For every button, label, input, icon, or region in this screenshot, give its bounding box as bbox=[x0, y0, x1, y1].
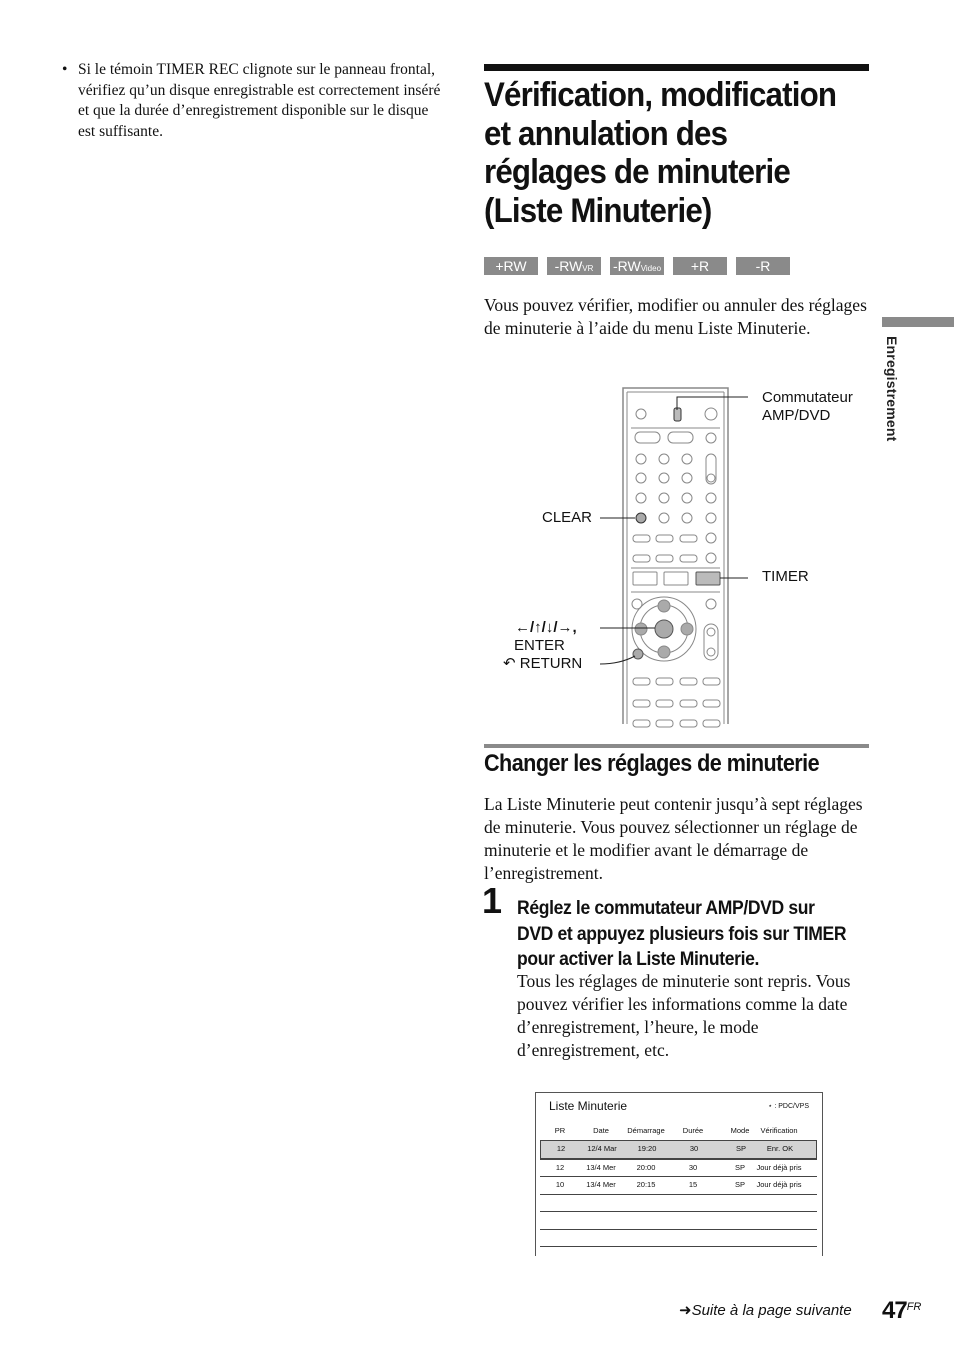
page-number bbox=[882, 1297, 921, 1325]
side-tab-bar bbox=[882, 317, 954, 327]
cell-check: Jour déjà pris bbox=[756, 1162, 802, 1172]
remote-label-arrows: ←/↑/↓/→, bbox=[515, 619, 577, 636]
timer-list-header bbox=[540, 1124, 818, 1138]
remote-label-timer: TIMER bbox=[762, 568, 809, 585]
timer-row[interactable] bbox=[540, 1140, 817, 1159]
page-number-value: 47 bbox=[882, 1297, 907, 1324]
cell-start: 20:15 bbox=[636, 1180, 656, 1189]
cell-pr: 12 bbox=[556, 1144, 566, 1153]
step-number: 1 bbox=[482, 880, 503, 921]
timer-list-legend: ⋆ : PDC/VPS bbox=[768, 1103, 809, 1110]
continued-text: Suite à la page suivante bbox=[691, 1302, 852, 1319]
step-body: Tous les réglages de minuterie sont repris. Vous pouvez vérifier les informations comme la date d’enregistrement, l’heure, le mode d’enregistrement, etc. bbox=[517, 971, 851, 1060]
timer-row-empty[interactable] bbox=[540, 1211, 817, 1229]
bullet-note bbox=[62, 60, 442, 142]
timer-row-empty[interactable] bbox=[540, 1194, 817, 1212]
disc-badge: +R bbox=[673, 257, 727, 275]
switch-label-line1: Commutateur bbox=[762, 389, 853, 406]
section-paragraph: La Liste Minuterie peut contenir jusqu’à sept réglages de minuterie. Vous pouvez sélectionner un réglage de minuterie et le modifier avant le démarrage de l’enregistrement. bbox=[484, 794, 863, 883]
remote-label-clear: CLEAR bbox=[542, 509, 593, 526]
disc-badge: -RWVR bbox=[547, 257, 601, 275]
return-text: RETURN bbox=[519, 655, 583, 672]
return-icon: ↶ bbox=[503, 655, 516, 672]
side-tab bbox=[884, 336, 906, 486]
timer-list-rows bbox=[540, 1140, 817, 1264]
switch-label-line2: AMP/DVD bbox=[762, 407, 831, 424]
remote-label-enter: ENTER bbox=[514, 637, 565, 654]
bullet-text: Si le témoin TIMER REC clignote sur le panneau frontal, vérifiez qu’un disque enregistrable est correctement inséré et que la durée d’enregistrement disponible sur le disque est suffisante. bbox=[78, 61, 441, 140]
timer-list-screen bbox=[535, 1092, 823, 1256]
disc-type-badges bbox=[484, 257, 790, 275]
disc-badge: +RW bbox=[484, 257, 538, 275]
col-duration: Durée bbox=[682, 1126, 704, 1135]
cell-date: 12/4 Mar bbox=[587, 1144, 617, 1153]
disc-badge: -RWVideo bbox=[610, 257, 664, 275]
cell-mode: SP bbox=[734, 1180, 746, 1189]
cell-duration: 30 bbox=[688, 1162, 698, 1172]
cell-pr: 10 bbox=[555, 1180, 565, 1189]
side-tab-label: Enregistrement bbox=[884, 336, 900, 442]
intro-paragraph: Vous pouvez vérifier, modifier ou annuler des réglages de minuterie à l’aide du menu Liste Minuterie. bbox=[484, 295, 867, 338]
remote-label-switch bbox=[762, 389, 853, 425]
remote-label-return bbox=[503, 655, 582, 673]
continued-note bbox=[679, 1301, 852, 1319]
cell-mode: SP bbox=[734, 1162, 746, 1172]
arrow-right-icon: ➜ bbox=[679, 1302, 692, 1319]
bullet-symbol: • bbox=[62, 61, 68, 78]
timer-row[interactable] bbox=[540, 1159, 817, 1177]
step-heading: Réglez le commutateur AMP/DVD sur DVD et appuyez plusieurs fois sur TIMER pour activer la Liste Minuterie. bbox=[517, 897, 847, 970]
timer-row-empty[interactable] bbox=[540, 1246, 817, 1264]
col-date: Date bbox=[593, 1126, 609, 1135]
col-mode: Mode bbox=[730, 1126, 750, 1135]
cell-date: 13/4 Mer bbox=[586, 1162, 616, 1172]
cell-check: Enr. OK bbox=[766, 1144, 794, 1153]
col-pr: PR bbox=[554, 1126, 566, 1135]
cell-duration: 30 bbox=[689, 1144, 699, 1153]
cell-mode: SP bbox=[735, 1144, 747, 1153]
remote-control-illustration bbox=[470, 380, 770, 730]
timer-row-empty[interactable] bbox=[540, 1229, 817, 1247]
section-heading: Changer les réglages de minuterie bbox=[484, 750, 820, 777]
cell-duration: 15 bbox=[688, 1180, 698, 1189]
cell-date: 13/4 Mer bbox=[586, 1180, 616, 1189]
timer-list-title: Liste Minuterie bbox=[549, 1099, 628, 1113]
page-title: Vérification, modification et annulation des réglages de minuterie (Liste Minuterie) bbox=[484, 76, 837, 230]
page-suffix: FR bbox=[906, 1301, 922, 1313]
cell-check: Jour déjà pris bbox=[756, 1180, 802, 1189]
col-start: Démarrage bbox=[627, 1126, 665, 1135]
col-check: Vérification bbox=[760, 1126, 798, 1135]
cell-pr: 12 bbox=[555, 1162, 565, 1172]
section-rule bbox=[484, 744, 869, 748]
cell-start: 19:20 bbox=[637, 1144, 657, 1153]
title-rule bbox=[484, 64, 869, 71]
timer-row[interactable] bbox=[540, 1176, 817, 1194]
cell-start: 20:00 bbox=[636, 1162, 656, 1172]
disc-badge: -R bbox=[736, 257, 790, 275]
